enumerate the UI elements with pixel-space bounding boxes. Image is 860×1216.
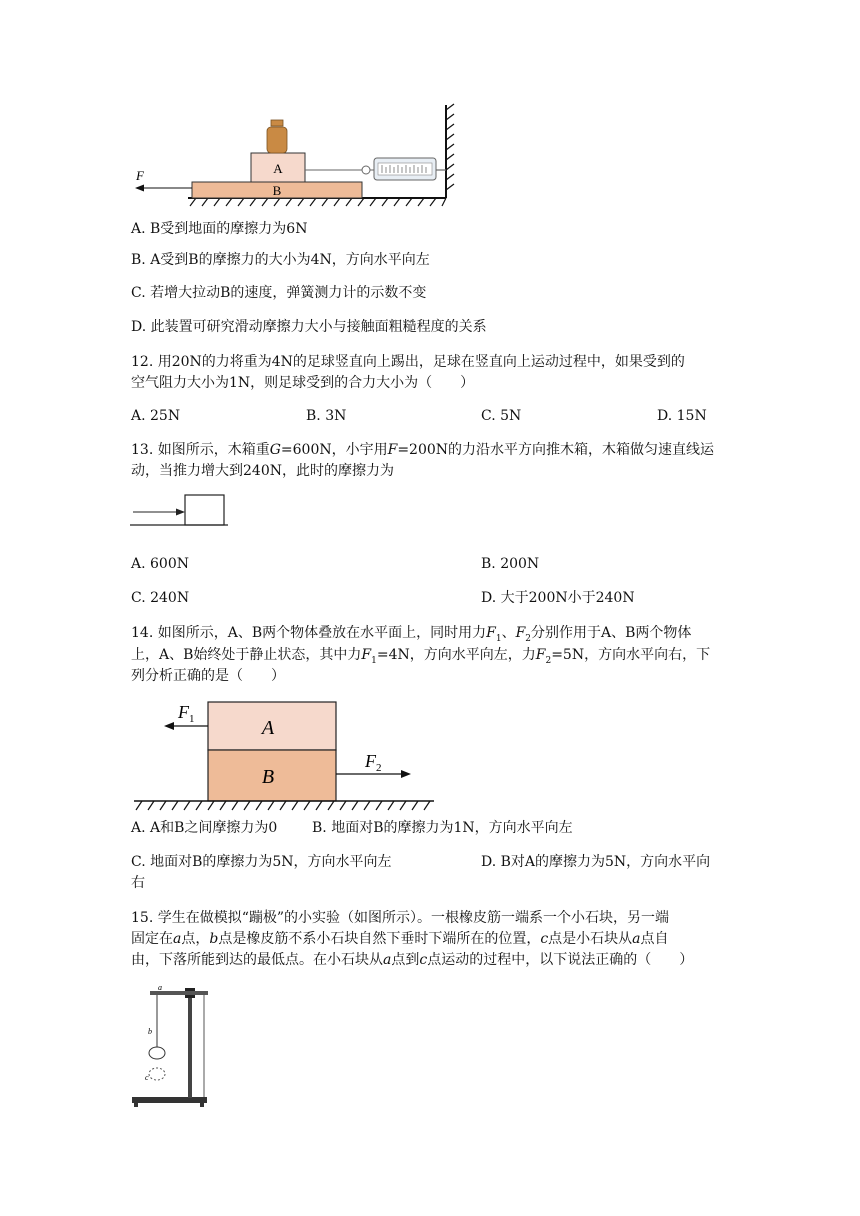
- block-a-label: A: [273, 161, 283, 176]
- stone: [149, 1047, 165, 1059]
- block-b-label: B: [261, 766, 275, 788]
- q14-f2: F: [535, 647, 546, 663]
- q11-option-d: D. 此装置可研究滑动摩擦力大小与接触面粗糙程度的关系: [131, 319, 487, 335]
- q13-figure: [130, 492, 230, 528]
- q12-option-c: C. 5N: [481, 408, 522, 424]
- push-arrow-head: [176, 509, 185, 516]
- q13-text: 13. 如图所示，木箱重: [131, 442, 270, 458]
- q15-text: 点是小石块从: [548, 931, 633, 947]
- q14-text: 分别作用于A、B两个物体: [531, 625, 692, 641]
- q14-text: 14. 如图所示，A、B两个物体叠放在水平面上，同时用力: [131, 625, 487, 641]
- q13-stem-line1: [131, 440, 714, 460]
- q14-figure: [130, 698, 440, 816]
- wall: [446, 104, 454, 198]
- stone-lowest-position: [149, 1068, 165, 1080]
- label-a: a: [158, 983, 162, 992]
- force-f1-arrowhead: [164, 722, 174, 730]
- q15-stem-line3: [131, 950, 693, 970]
- q12-option-d: D. 15N: [657, 408, 707, 424]
- q15-text: 由，下落所能到达的最低点。在小石块从: [131, 952, 383, 968]
- q15-var-a: a: [383, 952, 392, 968]
- q15-text: 点是橡皮筋不系小石块自然下垂时下端所在的位置，: [218, 931, 541, 947]
- q11-option-a: A. B受到地面的摩擦力为6N: [131, 221, 308, 237]
- q14-f1-sub: 1: [371, 655, 377, 666]
- q11-figure: [130, 100, 470, 215]
- q11-option-c: C. 若增大拉动B的速度，弹簧测力计的示数不变: [131, 285, 427, 301]
- q14-option-c: C. 地面对B的摩擦力为5N，方向水平向左: [131, 854, 392, 870]
- q13-var-f: F: [387, 442, 398, 458]
- wooden-box: [185, 495, 224, 525]
- q15-var-c: c: [419, 952, 428, 968]
- q15-var-a: a: [632, 931, 641, 947]
- q14-f1-sub: 1: [495, 633, 502, 644]
- q12-option-b: B. 3N: [306, 408, 347, 424]
- force-f2-arrowhead: [401, 770, 411, 778]
- q13-option-a: A. 600N: [131, 556, 189, 572]
- q15-text: 固定在: [131, 931, 173, 947]
- q11-option-b: B. A受到B的摩擦力的大小为4N，方向水平向左: [131, 252, 430, 268]
- q13-option-c: C. 240N: [131, 590, 190, 606]
- q15-var-b: b: [209, 931, 219, 947]
- q14-f2: F: [515, 625, 526, 641]
- q13-var-g: G: [269, 442, 281, 458]
- q15-text: 点到: [391, 952, 420, 968]
- q14-sep: 、: [501, 625, 516, 641]
- q14-text: 上，A、B始终处于静止状态，其中力: [131, 647, 362, 663]
- q14-text: =5N，方向水平向右，下: [551, 647, 711, 663]
- force-f-arrow: [135, 185, 192, 192]
- q12-stem-line1: 12. 用20N的力将重为4N的足球竖直向上踢出，足球在竖直向上运动过程中，如果受到的: [131, 354, 685, 370]
- q15-text: 点运动的过程中，以下说法正确的（ ）: [427, 952, 694, 968]
- force-f1-label: $F_1$: [178, 702, 195, 725]
- q14-option-b: B. 地面对B的摩擦力为1N，方向水平向左: [312, 820, 573, 836]
- q14-f1: F: [361, 647, 372, 663]
- spring-scale: [362, 158, 446, 180]
- force-f2-label: $F_2$: [365, 751, 382, 774]
- q12-stem-line2: 空气阻力大小为1N，则足球受到的合力大小为（ ）: [131, 375, 475, 391]
- q15-stem-line1: 15. 学生在做模拟“蹦极”的小实验（如图所示）。一根橡皮筋一端系一个小石块，另一端: [131, 910, 670, 926]
- block-b-label: B: [272, 183, 282, 198]
- q13-text: =600N，小宇用: [280, 442, 388, 458]
- ground-hatch: [136, 801, 430, 810]
- label-c: c: [145, 1073, 149, 1082]
- q14-text: =4N，方向水平向左，力: [376, 647, 536, 663]
- q14-option-a: A. A和B之间摩擦力为0: [131, 820, 278, 836]
- stand-pole: [188, 988, 192, 1098]
- q12-option-a: A. 25N: [131, 408, 181, 424]
- q14-stem-line3: 列分析正确的是（ ）: [131, 668, 285, 684]
- q13-text: =200N的力沿水平方向推木箱，木箱做匀速直线运: [397, 442, 715, 458]
- q14-option-d: D. B对A的摩擦力为5N，方向水平向: [481, 854, 711, 870]
- force-f-label: F: [136, 168, 144, 183]
- q13-option-b: B. 200N: [481, 556, 540, 572]
- weight-icon: [267, 120, 287, 153]
- block-a-label: A: [261, 717, 275, 739]
- q14-f2-sub: 2: [545, 655, 552, 666]
- q15-stem-line2: [131, 929, 669, 949]
- q15-figure: [130, 982, 215, 1110]
- q14-f2-sub: 2: [525, 633, 532, 644]
- q14-f1: F: [486, 625, 496, 641]
- q13-stem-line2: 动，当推力增大到240N，此时的摩擦力为: [131, 463, 394, 479]
- ground: [188, 198, 446, 206]
- q15-text: 点自: [640, 931, 669, 947]
- label-b: b: [148, 1027, 152, 1036]
- q15-text: 点，: [181, 931, 210, 947]
- q15-var-a: a: [173, 931, 182, 947]
- q15-var-c: c: [540, 931, 549, 947]
- stand-base: [132, 1097, 207, 1103]
- q14-option-d-cont: 右: [131, 875, 145, 891]
- q13-option-d: D. 大于200N小于240N: [481, 590, 635, 606]
